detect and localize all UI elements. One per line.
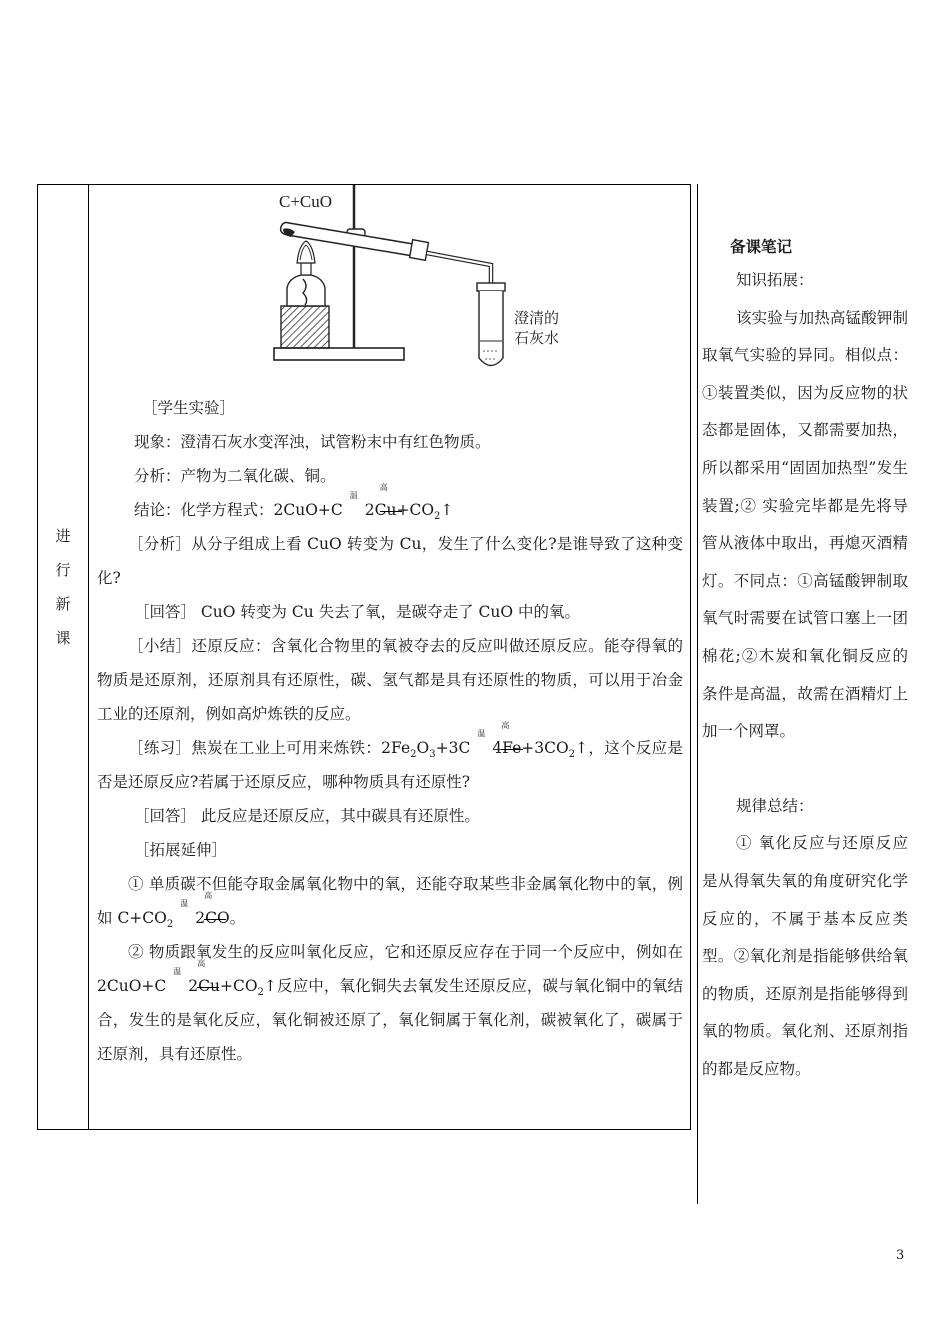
question-analysis: ［分析］从分子组成上看 CuO 转变为 Cu，发生了什么变化?是谁导致了这种变化? [97,535,683,587]
equation-part: 2CO [195,909,230,927]
condition-label: 高温 [349,483,388,500]
equation-part: C+CO [117,909,167,927]
subscript: 2 [257,987,264,999]
conclusion-prefix: 结论：化学方程式： [134,501,274,519]
knowledge-body: 该实验与加热高锰酸钾制取氧气实验的异同。相似点：①装置类似，因为反应物的状态都是固体，又都需要加热，所以都采用“固固加热型”发生装置;② 实验完毕都是先将导管从液体中取出，再熄灭酒精灯。不同点：①高锰酸钾制取氧气时需要在试管口塞上一团棉花;②木炭和氧化铜反应的条件是高温，故需在酒精灯上加一个网罩。 [702,308,908,741]
gas-arrow-icon: ↑ [263,977,277,995]
rule-body: ① 氧化反应与还原反应是从得氧失氧的角度研究化学反应的，不属于基本反应类型。②氧化剂是指能够供给氧的物质，还原剂是指能够得到氧的物质。氧化剂、还原剂指的都是反应物。 [702,834,908,1078]
equation-part: 4Fe+3CO [492,739,569,757]
tube-stopper [477,283,505,291]
extension-item-2 [97,935,683,1071]
equation-part: 2CuO+C [273,501,343,519]
equation-part: 2Fe [381,739,411,757]
stopper [410,240,429,261]
section-label [38,519,88,655]
notes-divider [697,184,698,1204]
subscript: 3 [429,749,436,761]
analysis-text: 分析：产物为二氧化碳、铜。 [134,467,336,485]
equation-part: +3C [435,739,471,757]
gas-arrow-icon: ↑ [575,739,589,757]
collecting-tube [479,291,503,366]
subscript: 2 [568,749,576,761]
equation-part: O [416,739,430,757]
extension-text: 反应中，氧化铜失去氧发生还原反应，碳与氧化铜中的氧结合，发生的是氧化反应，氧化铜被还原了，氧化铜属于氧化剂，碳被氧化了，碳属于还原剂，具有还原性。 [97,977,683,1063]
summary-text: ［小结］还原反应：含氧化合物里的氧被夺去的反应叫做还原反应。能夺得氧的物质是还原剂，还原剂具有还原性，碳、氢气都是具有还原性的物质，可以用于冶金工业的还原剂，例如高炉炼铁的反应。 [97,637,683,723]
conclusion-text [97,483,683,527]
rule-heading: 规律总结： [736,796,814,815]
label-char: 行 [55,561,71,579]
page-number: 3 [896,1248,905,1263]
subscript: 2 [410,749,417,761]
lamp-neck [301,263,311,275]
extension-text: ② 物质跟氧发生的反应叫氧化反应，它和还原反应存在于同一个反应中，例如在 [128,943,683,961]
equation-part: 2Cu+CO [188,977,258,995]
extension-heading: ［拓展延伸］ [134,841,228,859]
label-char: 进 [55,527,71,545]
gas-arrow-icon: ↑ [440,501,454,519]
phenomenon-text: 现象：澄清石灰水变浑浊，试管粉末中有红色物质。 [134,433,491,451]
limewater-label: 澄清的 [514,309,559,327]
subscript: 2 [166,919,174,931]
extension-item-1 [97,867,683,935]
lesson-table [37,184,691,1130]
extension-text: ① 单质碳不但能夺取金属氧化物中的氧，还能夺取某些非金属氧化物中的氧，例如 [97,875,683,927]
punctuation: 。 [229,909,246,927]
stand-base [274,348,404,360]
notes-title: 备课笔记 [730,237,793,256]
answer-1: ［回答］ CuO 转变为 Cu 失去了氧，是碳夺走了 CuO 中的氧。 [134,603,581,621]
condition-label: 高温 [180,891,213,908]
experiment-apparatus-diagram [259,183,559,373]
practice-prefix: ［练习］焦炭在工业上可用来炼铁： [128,739,382,757]
equation-part: 2CuO+C [97,977,167,995]
practice-text [97,721,683,799]
main-content-column [89,185,690,1129]
reaction-condition [470,721,510,765]
reaction-condition [343,483,388,527]
label-char: 新 [55,595,71,613]
condition-label: 高温 [173,959,206,976]
condition-label: 高温 [477,721,510,738]
knowledge-heading: 知识拓展： [736,271,814,289]
student-experiment-heading: ［学生实验］ [142,399,236,417]
reaction-condition [166,959,206,1003]
support-block [281,306,329,348]
label-char: 课 [55,629,71,647]
reactant-label: C+CuO [279,192,333,211]
equation-part: 2Cu+CO [364,501,435,519]
answer-2: ［回答］ 此反应是还原反应，其中碳具有还原性。 [134,807,480,825]
lesson-notes [702,232,908,1088]
subscript: 2 [434,511,441,523]
section-label-column [38,185,89,1129]
lesson-content [97,391,683,1071]
limewater-label: 石灰水 [514,329,559,347]
practice-suffix: ，这个反应是否是还原反应?若属于还原反应，哪种物质具有还原性? [97,739,683,791]
